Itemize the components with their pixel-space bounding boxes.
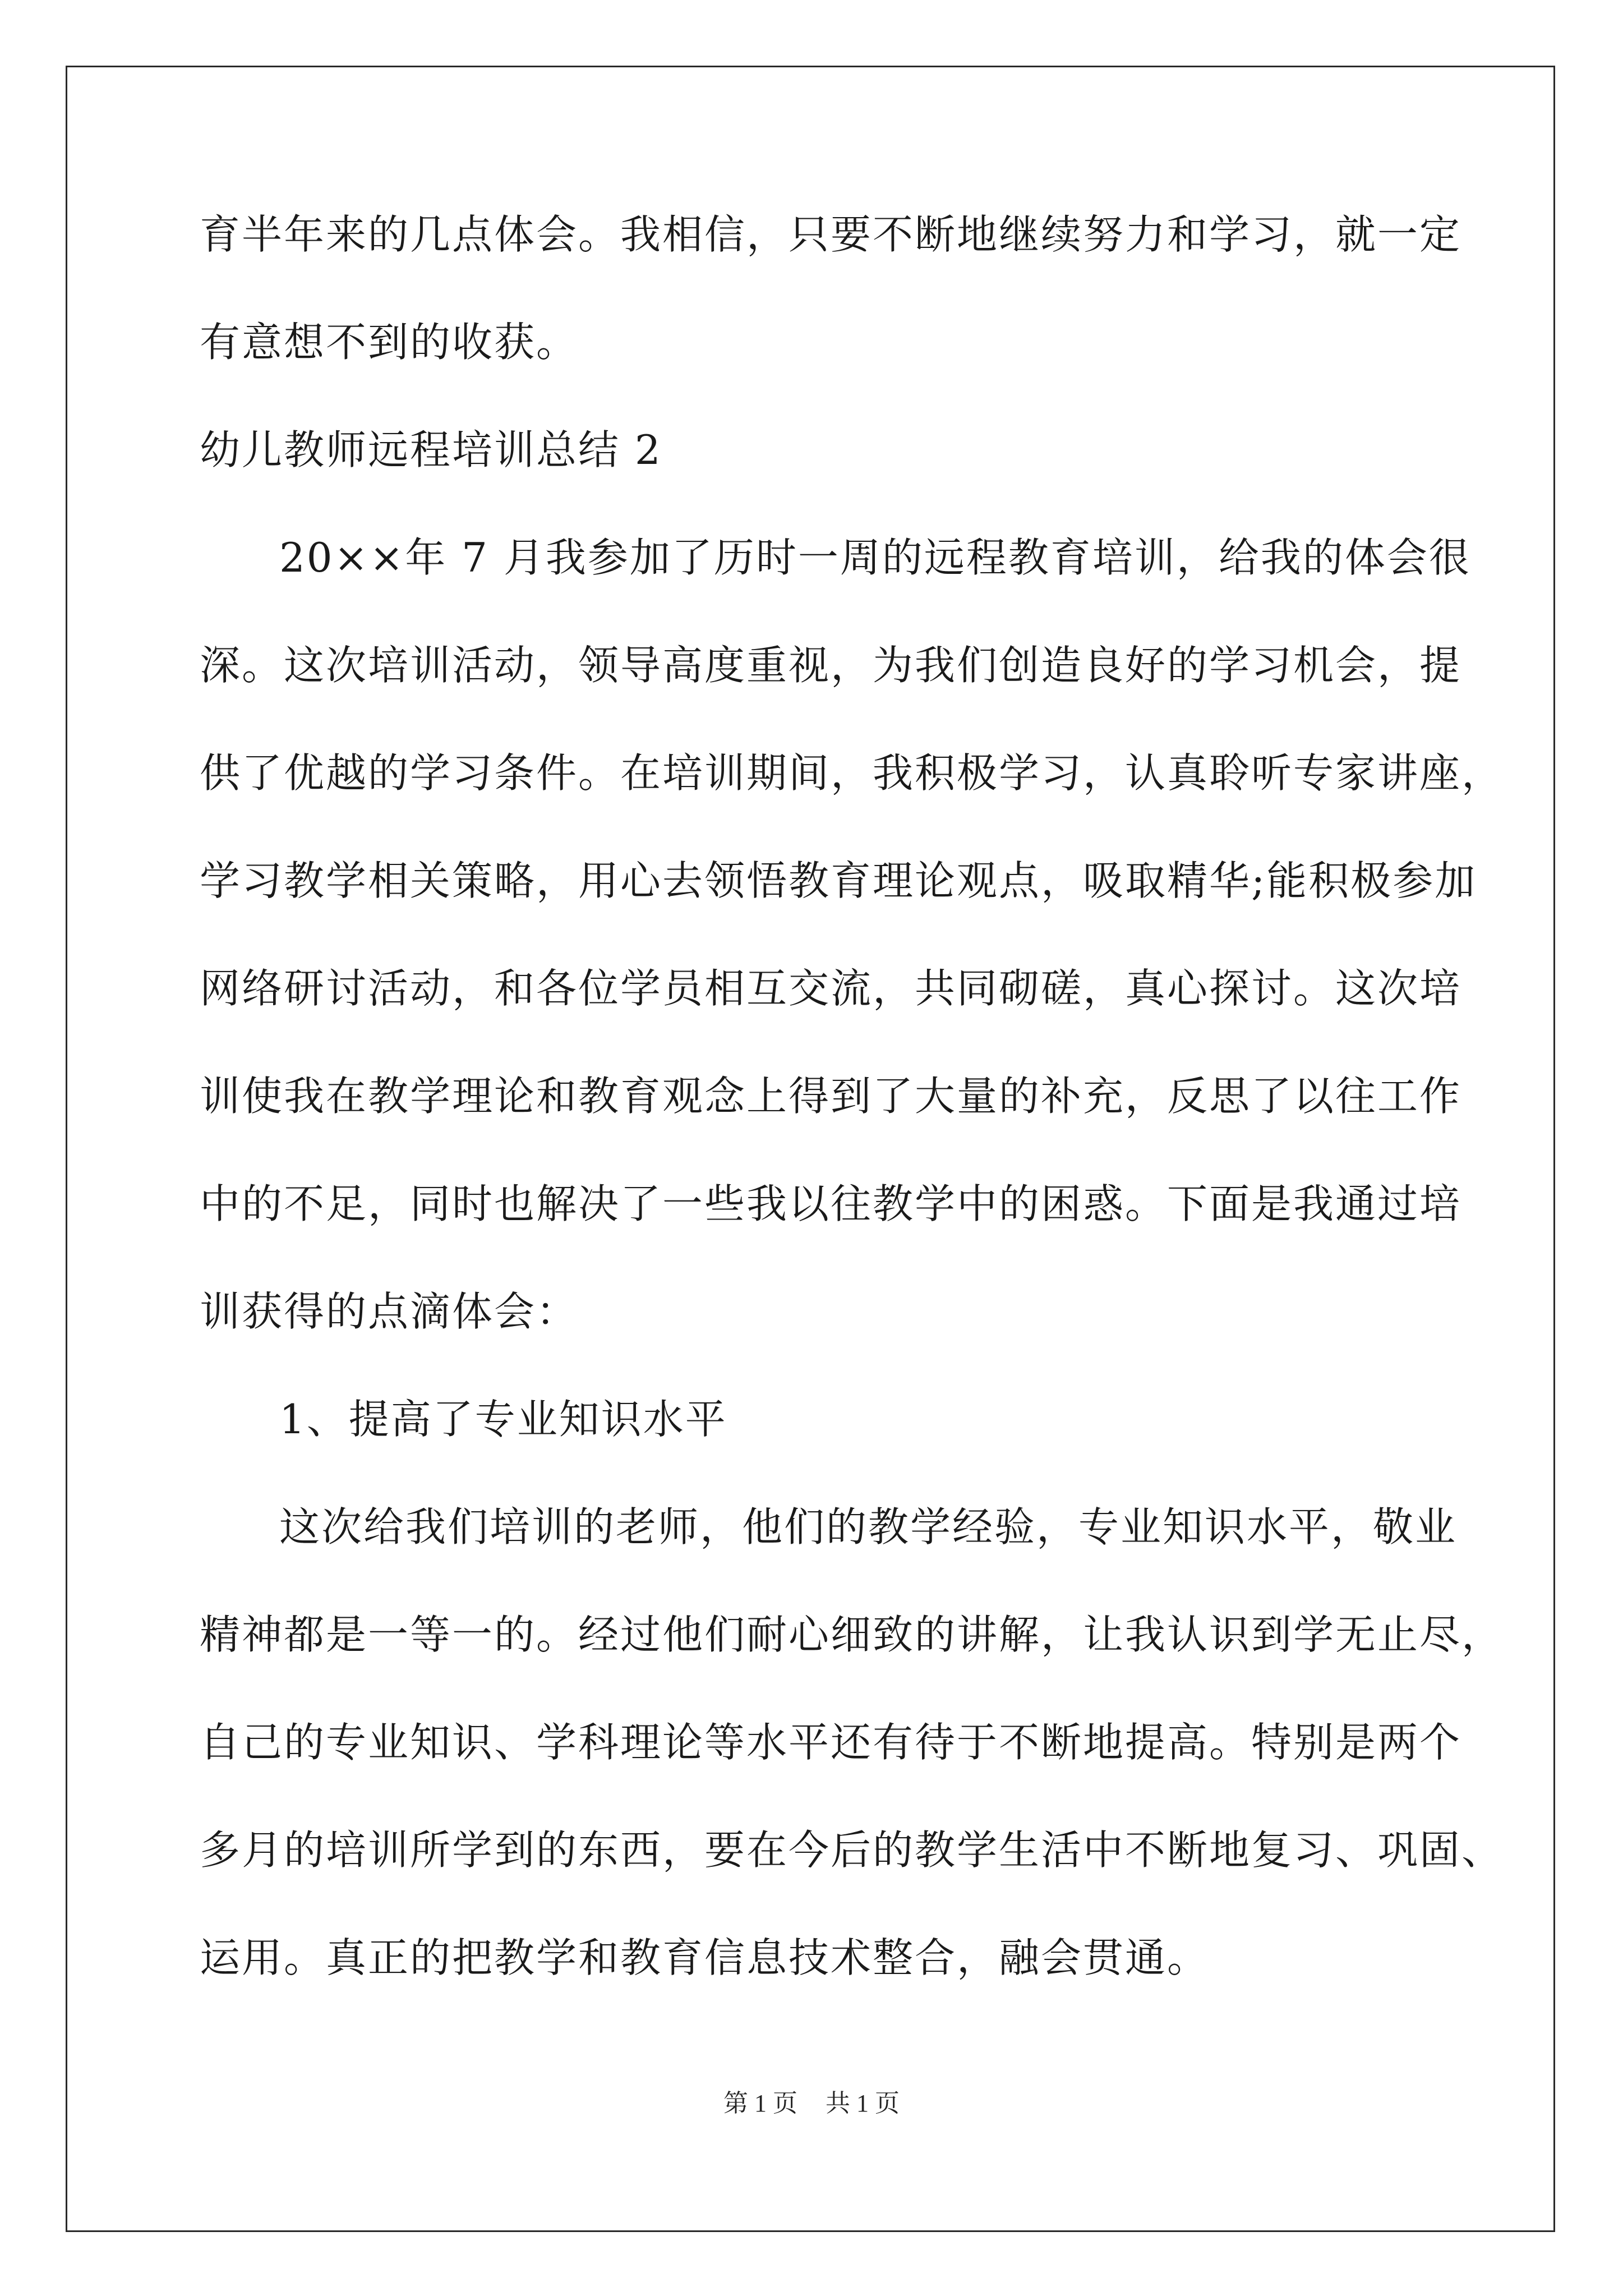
page-number-current: 第 1 页 bbox=[723, 2090, 797, 2117]
section-heading: 幼儿教师远程培训总结 2 bbox=[200, 426, 662, 473]
text-line: 有意想不到的收获。 bbox=[200, 319, 579, 366]
text-line: 精神都是一等一的。经过他们耐心细致的讲解，让我认识到学无止尽， bbox=[200, 1611, 1504, 1658]
text-line: 深。这次培训活动，领导高度重视，为我们创造良好的学习机会，提 bbox=[200, 642, 1462, 689]
text-line: 自己的专业知识、学科理论等水平还有待于不断地提高。特别是两个 bbox=[200, 1719, 1462, 1766]
text-line: 供了优越的学习条件。在培训期间，我积极学习，认真聆听专家讲座， bbox=[200, 749, 1504, 797]
subheading: 1、提高了专业知识水平 bbox=[279, 1396, 727, 1443]
text-line: 中的不足，同时也解决了一些我以往教学中的困惑。下面是我通过培 bbox=[200, 1180, 1462, 1227]
text-line: 学习教学相关策略，用心去领悟教育理论观点，吸取精华;能积极参加 bbox=[200, 857, 1477, 904]
page-number-total: 共 1 页 bbox=[826, 2090, 900, 2117]
text-line: 育半年来的几点体会。我相信，只要不断地继续努力和学习，就一定 bbox=[200, 211, 1462, 258]
text-line: 多月的培训所学到的东西，要在今后的教学生活中不断地复习、巩固、 bbox=[200, 1826, 1504, 1874]
text-line: 这次给我们培训的老师，他们的教学经验，专业知识水平，敬业 bbox=[279, 1503, 1458, 1550]
text-line: 运用。真正的把教学和教育信息技术整合，融会贯通。 bbox=[200, 1934, 1210, 1981]
text-line: 训使我在教学理论和教育观念上得到了大量的补充，反思了以往工作 bbox=[200, 1073, 1462, 1120]
text-line: 训获得的点滴体会： bbox=[200, 1288, 579, 1335]
text-line: 网络研讨活动，和各位学员相互交流，共同砌磋，真心探讨。这次培 bbox=[200, 965, 1462, 1012]
document-body bbox=[200, 208, 1504, 2039]
page-footer bbox=[0, 2087, 1623, 2120]
text-line: 20××年 7 月我参加了历时一周的远程教育培训，给我的体会很 bbox=[279, 534, 1471, 581]
